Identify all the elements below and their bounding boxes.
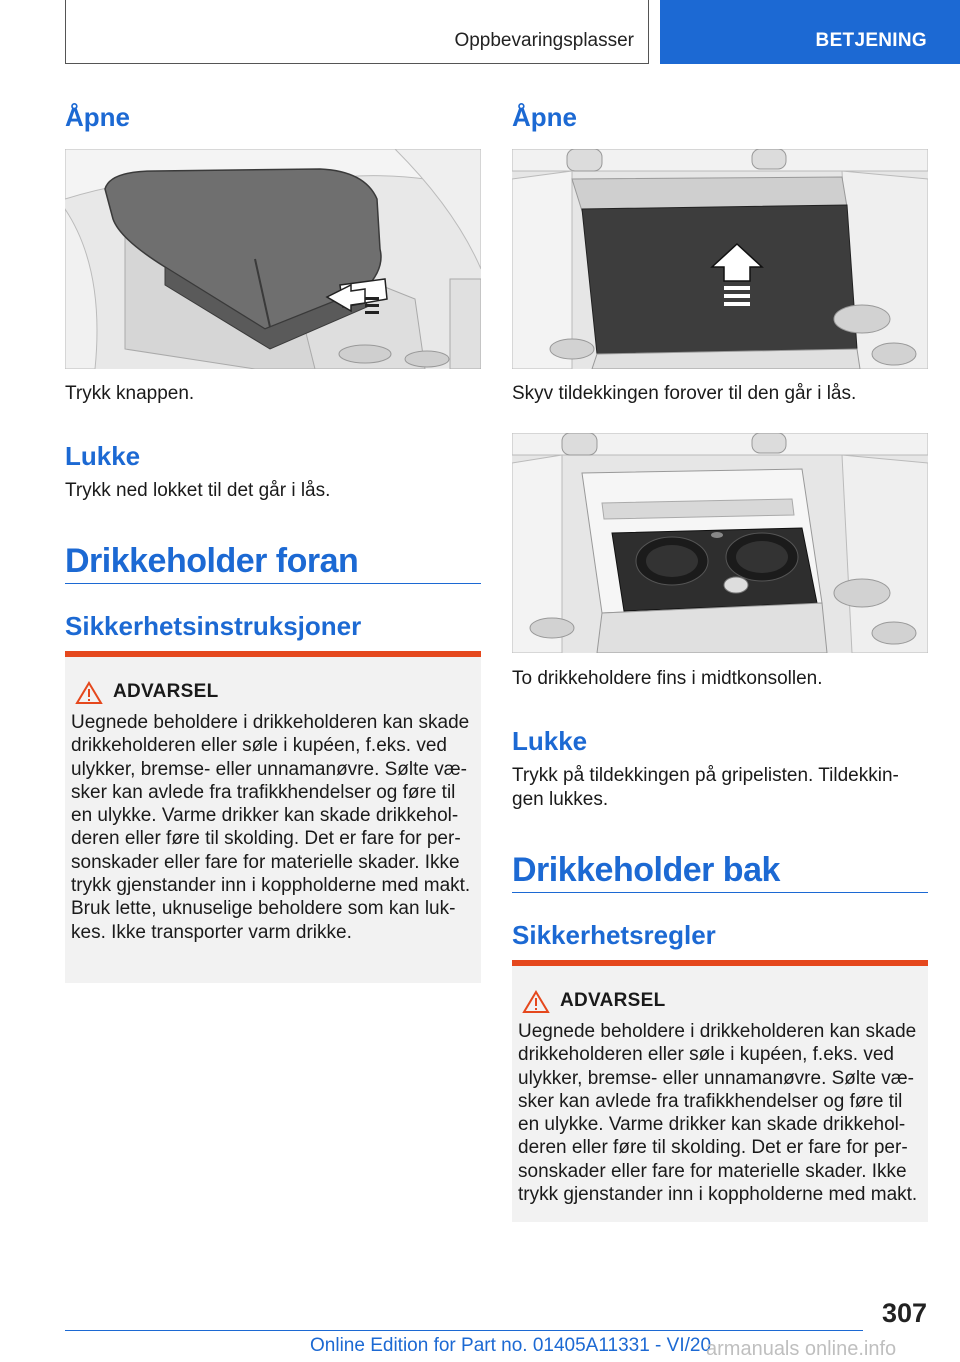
right-close-heading: Lukke	[512, 726, 588, 756]
header-section-tab	[660, 0, 960, 64]
header-title: Oppbevaringsplasser	[454, 30, 634, 51]
cupholders-illustration	[512, 433, 928, 653]
footer-edition: Online Edition for Part no. 01405A11331 - VI/20	[310, 1335, 712, 1356]
warning-triangle-icon	[522, 990, 550, 1014]
warning-text: Uegnede beholdere i drikkeholderen kan skade drikkeholderen eller søle i kupéen, f.eks. ved ulykker, bremse- eller unnamanøvre. Sølte væ‐ sker kan avlede fra trafikkhendelser og føre til en ulykke. Varme drikker kan skade drikkehol‐ deren eller føre til skolding. Det er fare for per‐ sonskader eller fare for materielle skader. Ikke trykk gjenstander inn i koppholderne med makt.	[518, 1021, 918, 1206]
section-rule-rear	[512, 892, 928, 893]
right-open-heading: Åpne	[512, 102, 577, 132]
right-close-text: Trykk på tildekkingen på gripelisten. Tildekkin‐ gen lukkes.	[512, 765, 899, 810]
watermark: armanuals online.info	[706, 1338, 897, 1360]
subsection-title-rear: Sikkerhetsregler	[512, 920, 716, 950]
warning-triangle-icon	[75, 681, 103, 705]
left-close-heading: Lukke	[65, 441, 141, 471]
warning-label: ADVARSEL	[113, 681, 219, 702]
warning-header	[522, 990, 666, 1014]
warning-box-rear	[512, 960, 928, 1222]
warning-label: ADVARSEL	[560, 990, 666, 1011]
cover-slide-illustration	[512, 149, 928, 369]
header-title-box	[65, 0, 649, 64]
warning-text: Uegnede beholdere i drikkeholderen kan skade drikkeholderen eller søle i kupéen, f.eks. ved ulykker, bremse- eller unnamanøvre. Sølte væ‐ sker kan avlede fra trafikkhendelser og føre til en ulykke. Varme drikker kan skade drikkehol‐ deren eller føre til skolding. Det er fare for per‐ sonskader eller fare for materielle skader. Ikke trykk gjenstander inn i koppholderne med makt. Bruk lette, uknuselige beholdere som kan luk‐ kes. Ikke transporter varm drikke.	[71, 712, 471, 943]
header-section: BETJENING	[815, 30, 927, 51]
armrest-caption: Trykk knappen.	[65, 383, 195, 404]
warning-header	[75, 681, 219, 705]
armrest-illustration	[65, 149, 481, 369]
section-title-front: Drikkeholder foran	[65, 542, 359, 580]
page-number: 307	[881, 1298, 927, 1328]
section-title-rear: Drikkeholder bak	[512, 851, 780, 889]
footer-rule	[65, 1330, 863, 1331]
left-close-text: Trykk ned lokket til det går i lås.	[65, 480, 331, 501]
subsection-title-front: Sikkerhetsinstruksjoner	[65, 611, 362, 641]
left-open-heading: Åpne	[65, 102, 130, 132]
holders-caption: To drikkeholdere fins i midtkonsollen.	[512, 668, 823, 689]
warning-box-front	[65, 651, 481, 983]
cover-caption: Skyv tildekkingen forover til den går i lås.	[512, 383, 857, 404]
section-rule	[65, 583, 481, 584]
